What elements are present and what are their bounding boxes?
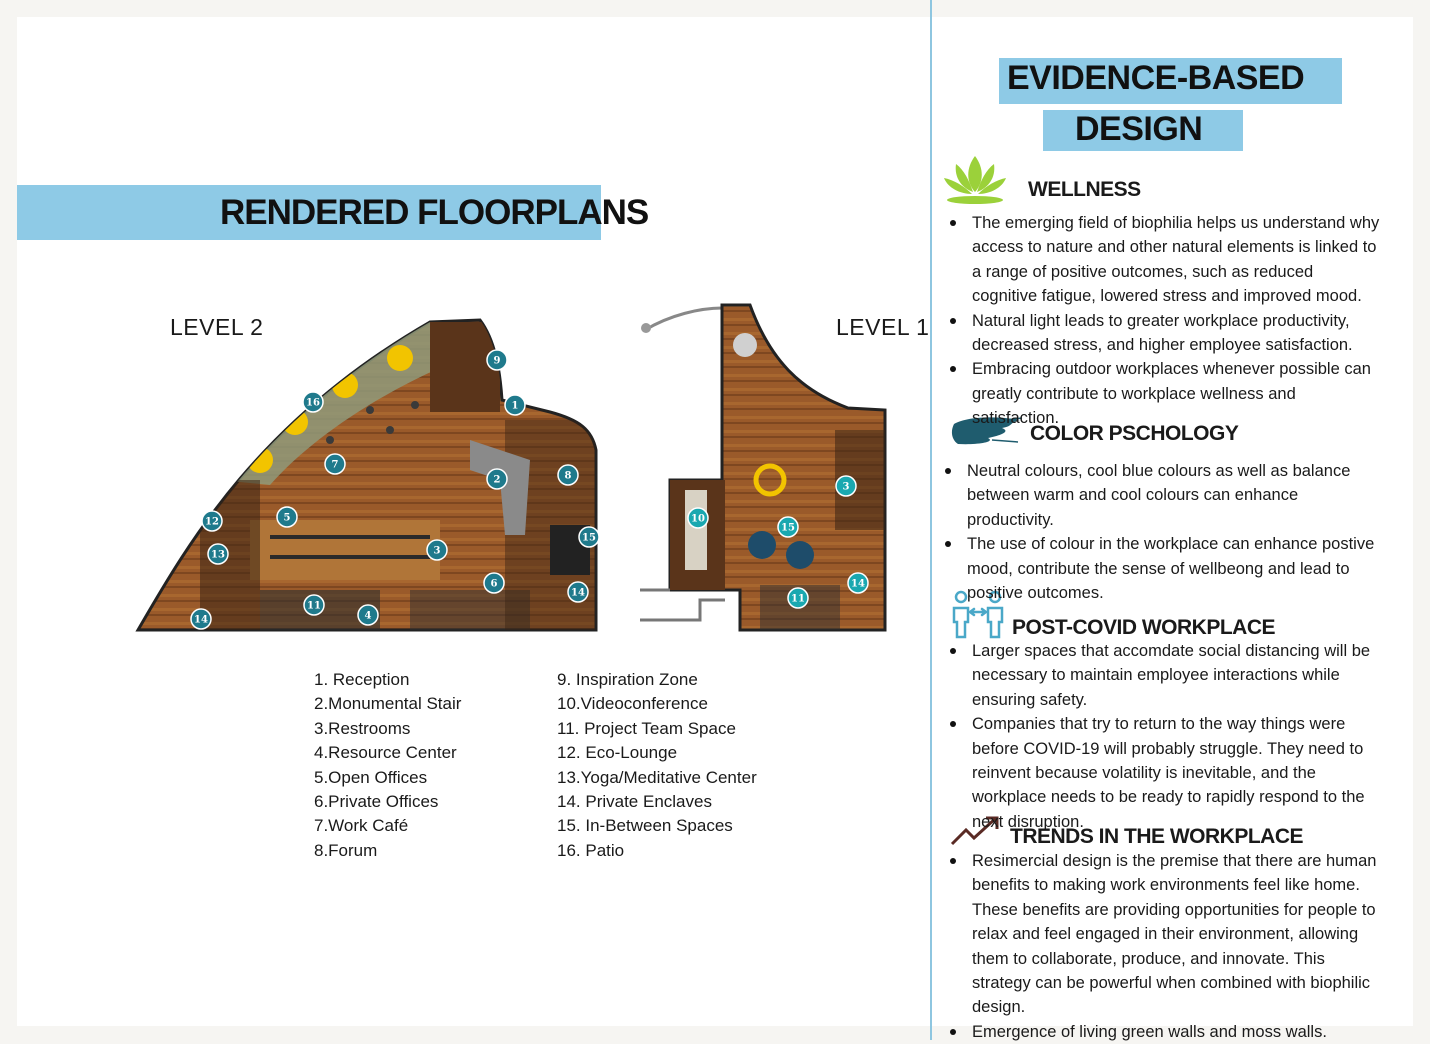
legend-item: 5.Open Offices <box>314 767 428 787</box>
list-item: Neutral colours, cool blue colours as well as balance between warm and cool colours can enhance productivity. <box>943 459 1383 532</box>
plan-marker-label: 4 <box>364 610 372 622</box>
plan-marker-label: 16 <box>306 397 320 409</box>
trends-bullets <box>948 849 1388 1044</box>
plan-marker-label: 14 <box>571 587 585 599</box>
plan-marker-label: 3 <box>433 545 441 557</box>
plan-marker-label: 14 <box>194 614 208 626</box>
legend-item: 15. In-Between Spaces <box>557 816 733 836</box>
plan-marker-label: 9 <box>493 355 501 367</box>
list-item: Emergence of living green walls and moss walls. <box>948 1020 1388 1044</box>
plan-marker-label: 15 <box>781 522 795 534</box>
plan-marker-label: 14 <box>851 578 865 590</box>
legend-item: 6.Private Offices <box>314 792 439 812</box>
list-item: Companies that try to return to the way things were before COVID-19 will probably struggle. They need to reinvent because volatility is inevitable, and the workplace needs to be ready to rapidly respond to the next disruption. <box>948 712 1388 834</box>
lotus-icon <box>942 150 1008 206</box>
section-title-wellness: WELLNESS <box>1028 178 1141 201</box>
evidence-title-line-1: EVIDENCE-BASED <box>1007 59 1305 97</box>
level-2-label: LEVEL 2 <box>170 314 264 340</box>
legend-column-1 <box>314 668 461 863</box>
plan-marker-label: 3 <box>842 481 850 493</box>
legend-item: 12. Eco-Lounge <box>557 743 678 763</box>
section-title-color-psychology: COLOR PSCHOLOGY <box>1030 422 1239 445</box>
legend-item: 11. Project Team Space <box>557 718 736 738</box>
plan-marker-label: 11 <box>307 600 321 612</box>
legend-item: 4.Resource Center <box>314 743 457 763</box>
legend-item: 16. Patio <box>557 840 625 860</box>
legend-item: 7.Work Café <box>314 816 409 836</box>
list-item: Larger spaces that accomdate social distancing will be necessary to maintain employee interactions while ensuring safety. <box>948 639 1388 712</box>
plan-marker-label: 10 <box>691 513 705 525</box>
section-title-trends: TRENDS IN THE WORKPLACE <box>1010 825 1303 848</box>
legend-item: 9. Inspiration Zone <box>557 670 698 689</box>
legend-column-2 <box>557 668 757 863</box>
plan-marker-label: 15 <box>582 532 596 544</box>
legend-item: 2.Monumental Stair <box>314 694 462 714</box>
level-1-label: LEVEL 1 <box>836 314 930 340</box>
wellness-bullets <box>948 211 1380 431</box>
floorplans-title: RENDERED FLOORPLANS <box>220 193 649 232</box>
evidence-title-line-2: DESIGN <box>1075 110 1203 148</box>
legend-item: 10.Videoconference <box>557 694 708 714</box>
level-1-floorplan <box>640 300 890 640</box>
column-divider <box>930 0 932 1040</box>
section-title-post-covid: POST-COVID WORKPLACE <box>1012 616 1276 639</box>
plan-marker-label: 6 <box>490 578 498 590</box>
list-item: The emerging field of biophilia helps us understand why access to nature and other natural elements is linked to a range of positive outcomes, such as reduced cognitive fatigue, lowered stress and improved mood. <box>948 211 1380 309</box>
list-item: The use of colour in the workplace can enhance postive mood, contribute the sense of wellbeong and lead to positive outcomes. <box>943 532 1383 605</box>
legend-item: 3.Restrooms <box>314 718 411 738</box>
post-covid-bullets <box>948 639 1388 834</box>
legend-item: 14. Private Enclaves <box>557 792 712 812</box>
legend-item: 8.Forum <box>314 840 378 860</box>
list-item: Natural light leads to greater workplace productivity, decreased stress, and higher employee satisfaction. <box>948 309 1380 358</box>
plan-marker-label: 12 <box>205 516 219 528</box>
legend-item: 13.Yoga/Meditative Center <box>557 767 757 787</box>
plan-marker-label: 13 <box>211 549 225 561</box>
plan-marker-label: 11 <box>791 593 805 605</box>
list-item: Embracing outdoor workplaces whenever possible can greatly contribute to workplace wellness and satisfaction. <box>948 357 1380 430</box>
legend-item: 1. Reception <box>314 670 410 689</box>
plan-marker-label: 5 <box>283 512 291 524</box>
plan-marker-label: 1 <box>511 400 519 412</box>
color-psychology-bullets <box>943 459 1383 605</box>
plan-marker-label: 8 <box>564 470 572 482</box>
plan-marker-label: 7 <box>331 459 339 471</box>
plan-marker-label: 2 <box>493 474 501 486</box>
list-item: Resimercial design is the premise that there are human benefits to making work environments feel like home. These benefits are providing opportunities for people to relax and feel engaged in their environment, allowing them to collaborate, produce, and innovate. This strategy can be powerful when combined with biophilic design. <box>948 849 1388 1020</box>
level-2-floorplan <box>130 310 605 640</box>
